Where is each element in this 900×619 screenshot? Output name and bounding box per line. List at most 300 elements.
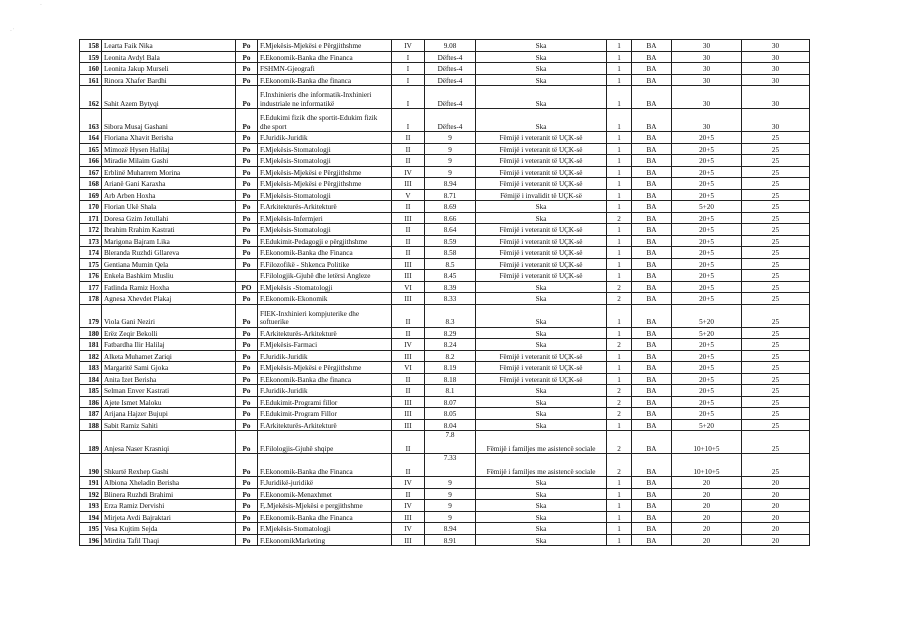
faculty-program-cell: F.Ekonomik-Menaxhmet (258, 488, 392, 500)
faculty-program-cell: F.Ekonomik-Banka dhe financa (258, 373, 392, 385)
group-number-cell: 1 (607, 477, 632, 489)
grade-average-cell: 8.19 (425, 362, 476, 374)
grade-average-cell: 8.29 (425, 327, 476, 339)
category-cell: Fëmijë i veteranit të UÇK-së (476, 350, 607, 362)
grade-average-cell: 8.94 (425, 523, 476, 535)
study-year-cell: II (392, 385, 425, 397)
student-name-cell: Learta Faik Nika (102, 40, 236, 52)
student-name-cell: Leonita Jakup Murseli (102, 63, 236, 75)
points-breakdown-cell: 30 (672, 40, 742, 52)
table-row (80, 247, 810, 259)
grade-average-cell: Dëftes-4 (425, 51, 476, 63)
category-cell: Ska (476, 523, 607, 535)
row-number-cell: 193 (80, 500, 102, 512)
status-po-cell: Po (236, 454, 258, 477)
study-year-cell: III (392, 178, 425, 190)
results-table (79, 39, 810, 546)
category-cell: Ska (476, 396, 607, 408)
level-cell: BA (632, 500, 672, 512)
status-po-cell: Po (236, 143, 258, 155)
study-year-cell: IV (392, 40, 425, 52)
category-cell: Fëmijë i veteranit të UÇK-së (476, 166, 607, 178)
faculty-program-cell: F.Filologjis-Gjuhë shqipe (258, 431, 392, 454)
student-name-cell: Erza Ramiz Dervishi (102, 500, 236, 512)
group-number-cell: 1 (607, 270, 632, 282)
faculty-program-cell: F.Ekonomik-Ekonomik (258, 293, 392, 305)
level-cell: BA (632, 166, 672, 178)
table-row (80, 408, 810, 420)
points-breakdown-cell: 20 (672, 477, 742, 489)
row-number-cell: 194 (80, 511, 102, 523)
grade-average-cell: 8.04 (425, 419, 476, 431)
points-total-cell: 20 (742, 511, 810, 523)
faculty-program-cell: F.EkonomikMarketing (258, 534, 392, 546)
status-po-cell: Po (236, 419, 258, 431)
row-number-cell: 166 (80, 155, 102, 167)
points-total-cell: 25 (742, 339, 810, 351)
study-year-cell: II (392, 132, 425, 144)
study-year-cell: VI (392, 362, 425, 374)
grade-average-cell: Dëftes-4 (425, 86, 476, 109)
level-cell: BA (632, 454, 672, 477)
points-breakdown-cell: 20+5 (672, 132, 742, 144)
study-year-cell: I (392, 74, 425, 86)
group-number-cell: 1 (607, 327, 632, 339)
grade-average-cell: 8.18 (425, 373, 476, 385)
grade-average-cell: 8.45 (425, 270, 476, 282)
study-year-cell: IV (392, 339, 425, 351)
level-cell: BA (632, 304, 672, 327)
points-total-cell: 30 (742, 51, 810, 63)
category-cell: Ska (476, 511, 607, 523)
points-total-cell: 25 (742, 281, 810, 293)
points-total-cell: 25 (742, 189, 810, 201)
points-breakdown-cell: 20+5 (672, 235, 742, 247)
level-cell: BA (632, 189, 672, 201)
category-cell: Fëmijë i veteranit të UÇK-së (476, 270, 607, 282)
category-cell: Fëmijë i veteranit të UÇK-së (476, 143, 607, 155)
points-total-cell: 25 (742, 155, 810, 167)
student-name-cell: Anita Izet Berisha (102, 373, 236, 385)
faculty-program-cell: F.Ekonomik-Banka dhe Financa (258, 247, 392, 259)
student-name-cell: Mirdita Tafil Thaqi (102, 534, 236, 546)
category-cell: Ska (476, 385, 607, 397)
student-name-cell: Sahit Azem Bytyqi (102, 86, 236, 109)
row-number-cell: 188 (80, 419, 102, 431)
grade-average-cell: 9.08 (425, 40, 476, 52)
study-year-cell: I (392, 109, 425, 132)
row-number-cell: 162 (80, 86, 102, 109)
group-number-cell: 1 (607, 189, 632, 201)
row-number-cell: 176 (80, 270, 102, 282)
table-row (80, 304, 810, 327)
level-cell: BA (632, 143, 672, 155)
row-number-cell: 159 (80, 51, 102, 63)
student-name-cell: Vesa Kujtim Sejda (102, 523, 236, 535)
level-cell: BA (632, 293, 672, 305)
points-breakdown-cell: 5+20 (672, 327, 742, 339)
level-cell: BA (632, 270, 672, 282)
grade-average-cell: 8.3 (425, 304, 476, 327)
grade-average-cell: Dëftes-4 (425, 109, 476, 132)
group-number-cell: 1 (607, 362, 632, 374)
faculty-program-cell: F.Filologjik-Gjuhë dhe letërsi Angleze (258, 270, 392, 282)
points-total-cell: 25 (742, 201, 810, 213)
row-number-cell: 177 (80, 281, 102, 293)
status-po-cell: Po (236, 109, 258, 132)
category-cell: Ska (476, 74, 607, 86)
points-total-cell: 30 (742, 109, 810, 132)
row-number-cell: 168 (80, 178, 102, 190)
points-breakdown-cell: 30 (672, 51, 742, 63)
group-number-cell: 1 (607, 247, 632, 259)
category-cell: Fëmijë i veteranit të UÇK-së (476, 224, 607, 236)
group-number-cell: 2 (607, 339, 632, 351)
status-po-cell: Po (236, 132, 258, 144)
category-cell: Fëmijë i veteranit të UÇK-së (476, 258, 607, 270)
category-cell: Ska (476, 40, 607, 52)
points-total-cell: 25 (742, 454, 810, 477)
study-year-cell: II (392, 454, 425, 477)
faculty-program-cell: F.Edukimit-Pedagogji e përgjithshme (258, 235, 392, 247)
level-cell: BA (632, 281, 672, 293)
row-number-cell: 158 (80, 40, 102, 52)
points-total-cell: 25 (742, 178, 810, 190)
points-breakdown-cell: 20 (672, 523, 742, 535)
faculty-program-cell: F.Arkitekturës-Arkitekturë (258, 201, 392, 213)
table-row (80, 454, 810, 477)
level-cell: BA (632, 431, 672, 454)
status-po-cell: Po (236, 86, 258, 109)
level-cell: BA (632, 63, 672, 75)
category-cell: Fëmijë i veteranit të UÇK-së (476, 235, 607, 247)
row-number-cell: 195 (80, 523, 102, 535)
level-cell: BA (632, 155, 672, 167)
student-name-cell: Erëz Zeqir Bekolli (102, 327, 236, 339)
group-number-cell: 2 (607, 396, 632, 408)
category-cell: Ska (476, 51, 607, 63)
group-number-cell: 1 (607, 178, 632, 190)
table-row (80, 373, 810, 385)
study-year-cell: III (392, 212, 425, 224)
table-row (80, 74, 810, 86)
level-cell: BA (632, 534, 672, 546)
points-total-cell: 25 (742, 373, 810, 385)
status-po-cell: Po (236, 155, 258, 167)
faculty-program-cell: F.Mjekësis-Stomatologji (258, 523, 392, 535)
points-total-cell: 20 (742, 477, 810, 489)
student-name-cell: Rinora Xhafer Bardhi (102, 74, 236, 86)
category-cell: Ska (476, 281, 607, 293)
points-total-cell: 25 (742, 419, 810, 431)
level-cell: BA (632, 258, 672, 270)
status-po-cell: Po (236, 212, 258, 224)
student-name-cell: Gentiana Mumin Qela (102, 258, 236, 270)
table-row (80, 166, 810, 178)
group-number-cell: 1 (607, 109, 632, 132)
faculty-program-cell: F.Filozofikë - Shkenca Politike (258, 258, 392, 270)
points-breakdown-cell: 20 (672, 488, 742, 500)
faculty-program-cell: F.Arkitekturës-Arkitekturë (258, 327, 392, 339)
group-number-cell: 1 (607, 166, 632, 178)
row-number-cell: 167 (80, 166, 102, 178)
study-year-cell: III (392, 534, 425, 546)
points-breakdown-cell: 30 (672, 63, 742, 75)
points-breakdown-cell: 20+5 (672, 373, 742, 385)
student-name-cell: Anjesa Naser Krasniqi (102, 431, 236, 454)
points-total-cell: 25 (742, 143, 810, 155)
study-year-cell: IV (392, 166, 425, 178)
row-number-cell: 163 (80, 109, 102, 132)
status-po-cell: Po (236, 385, 258, 397)
points-breakdown-cell: 20 (672, 500, 742, 512)
scan-speck: ·˙ (10, 28, 15, 35)
group-number-cell: 1 (607, 500, 632, 512)
category-cell: Fëmijë i veteranit të UÇK-së (476, 247, 607, 259)
student-name-cell: Florian Ukë Shala (102, 201, 236, 213)
table-row (80, 500, 810, 512)
grade-average-cell: 8.39 (425, 281, 476, 293)
category-cell: Fëmijë i veteranit të UÇK-së (476, 155, 607, 167)
category-cell: Fëmijë i veteranit të UÇK-së (476, 178, 607, 190)
level-cell: BA (632, 327, 672, 339)
level-cell: BA (632, 109, 672, 132)
table-row (80, 189, 810, 201)
table-row (80, 51, 810, 63)
faculty-program-cell: F.Juridik-Juridik (258, 350, 392, 362)
study-year-cell: II (392, 143, 425, 155)
category-cell: Ska (476, 293, 607, 305)
category-cell: Ska (476, 201, 607, 213)
grade-average-cell: Dëftes-4 (425, 63, 476, 75)
points-breakdown-cell: 20+5 (672, 224, 742, 236)
level-cell: BA (632, 511, 672, 523)
table-row (80, 362, 810, 374)
faculty-program-cell: F.Ekonomik-Banka dhe Financa (258, 51, 392, 63)
category-cell: Ska (476, 477, 607, 489)
points-total-cell: 25 (742, 408, 810, 420)
student-name-cell: Arianë Gani Karaxha (102, 178, 236, 190)
group-number-cell: 1 (607, 488, 632, 500)
points-breakdown-cell: 20+5 (672, 350, 742, 362)
row-number-cell: 160 (80, 63, 102, 75)
status-po-cell: Po (236, 258, 258, 270)
grade-average-cell: 9 (425, 500, 476, 512)
group-number-cell: 1 (607, 201, 632, 213)
study-year-cell: II (392, 224, 425, 236)
points-breakdown-cell: 10+10+5 (672, 454, 742, 477)
grade-average-cell: 9 (425, 477, 476, 489)
faculty-program-cell: F.Arkitekturës-Arkitekturë (258, 419, 392, 431)
group-number-cell: 1 (607, 235, 632, 247)
grade-average-cell: 8.64 (425, 224, 476, 236)
student-name-cell: Viola Gani Neziri (102, 304, 236, 327)
grade-average-cell: Dëftes-4 (425, 74, 476, 86)
study-year-cell: IV (392, 477, 425, 489)
table-row (80, 132, 810, 144)
faculty-program-cell: F.Mjekësis-Stomatologji (258, 143, 392, 155)
table-row (80, 511, 810, 523)
faculty-program-cell: F.Ekonomik-Banka dhe Financa (258, 511, 392, 523)
points-breakdown-cell: 30 (672, 86, 742, 109)
study-year-cell: III (392, 396, 425, 408)
grade-average-cell: 8.71 (425, 189, 476, 201)
student-name-cell: Alketa Muhamet Zariqi (102, 350, 236, 362)
level-cell: BA (632, 247, 672, 259)
faculty-program-cell: F,.Mjekësis-Mjekësi e pergjithshme (258, 500, 392, 512)
level-cell: BA (632, 373, 672, 385)
study-year-cell: II (392, 488, 425, 500)
status-po-cell: Po (236, 350, 258, 362)
row-number-cell: 170 (80, 201, 102, 213)
table-row (80, 63, 810, 75)
group-number-cell: 1 (607, 224, 632, 236)
category-cell: Ska (476, 488, 607, 500)
points-total-cell: 25 (742, 304, 810, 327)
group-number-cell: 2 (607, 431, 632, 454)
faculty-program-cell: F.Mjekësis-Mjekësi e Përgjithshme (258, 178, 392, 190)
row-number-cell: 161 (80, 74, 102, 86)
study-year-cell: III (392, 258, 425, 270)
group-number-cell: 1 (607, 523, 632, 535)
status-po-cell: Po (236, 431, 258, 454)
points-breakdown-cell: 20+5 (672, 281, 742, 293)
student-name-cell: Blinera Ruzhdi Brahimi (102, 488, 236, 500)
level-cell: BA (632, 74, 672, 86)
points-total-cell: 30 (742, 86, 810, 109)
category-cell: Ska (476, 63, 607, 75)
row-number-cell: 169 (80, 189, 102, 201)
grade-average-cell: 9 (425, 132, 476, 144)
faculty-program-cell: F.Edukimit-Programi fillor (258, 396, 392, 408)
grade-average-cell: 8.59 (425, 235, 476, 247)
category-cell: Fëmijë i familjes me asistencë sociale (476, 454, 607, 477)
grade-average-cell: 8.66 (425, 212, 476, 224)
table-row (80, 534, 810, 546)
faculty-program-cell: F.Juridikë-juridikë (258, 477, 392, 489)
faculty-program-cell: F.Edukimit-Program Fillor (258, 408, 392, 420)
study-year-cell: II (392, 247, 425, 259)
points-total-cell: 25 (742, 224, 810, 236)
points-breakdown-cell: 20+5 (672, 408, 742, 420)
level-cell: BA (632, 201, 672, 213)
row-number-cell: 172 (80, 224, 102, 236)
scan-speck: · (40, 2, 42, 9)
status-po-cell: Po (236, 189, 258, 201)
status-po-cell: Po (236, 201, 258, 213)
group-number-cell: 1 (607, 63, 632, 75)
student-name-cell: Ajete Ismet Maloku (102, 396, 236, 408)
level-cell: BA (632, 51, 672, 63)
table-row (80, 293, 810, 305)
level-cell: BA (632, 477, 672, 489)
status-po-cell: Po (236, 477, 258, 489)
level-cell: BA (632, 178, 672, 190)
row-number-cell: 180 (80, 327, 102, 339)
study-year-cell: III (392, 270, 425, 282)
category-cell: Fëmijë i veteranit të UÇK-së (476, 362, 607, 374)
group-number-cell: 1 (607, 419, 632, 431)
table-row (80, 235, 810, 247)
faculty-program-cell: F.Mjekësis -Stomatologji (258, 281, 392, 293)
faculty-program-cell: F.Mjekësis-Stomatologji (258, 189, 392, 201)
row-number-cell: 196 (80, 534, 102, 546)
points-total-cell: 25 (742, 235, 810, 247)
table-row (80, 477, 810, 489)
points-total-cell: 30 (742, 74, 810, 86)
status-po-cell: Po (236, 523, 258, 535)
row-number-cell: 179 (80, 304, 102, 327)
row-number-cell: 173 (80, 235, 102, 247)
group-number-cell: 1 (607, 155, 632, 167)
faculty-program-cell: F.Mjekësis-Infermjeri (258, 212, 392, 224)
status-po-cell: Po (236, 63, 258, 75)
category-cell: Ska (476, 109, 607, 132)
status-po-cell (236, 270, 258, 282)
grade-average-cell: 8.91 (425, 534, 476, 546)
grade-average-cell: 8.33 (425, 293, 476, 305)
group-number-cell: 1 (607, 40, 632, 52)
grade-average-cell: 8.94 (425, 178, 476, 190)
faculty-program-cell: F.Mjekësis-Mjekësi e Përgjithshme (258, 166, 392, 178)
table-row (80, 350, 810, 362)
category-cell: Fëmijë i veteranit të UÇK-së (476, 132, 607, 144)
table-row (80, 224, 810, 236)
status-po-cell: Po (236, 362, 258, 374)
faculty-program-cell: F.Mjekësis-Farmaci (258, 339, 392, 351)
level-cell: BA (632, 235, 672, 247)
status-po-cell: Po (236, 304, 258, 327)
group-number-cell: 1 (607, 258, 632, 270)
points-total-cell: 25 (742, 247, 810, 259)
category-cell: Fëmijë i invalidit të UÇK-së (476, 189, 607, 201)
student-name-cell: Doresa Gzim Jetullahi (102, 212, 236, 224)
student-name-cell: Marigona Bajram Lika (102, 235, 236, 247)
points-total-cell: 25 (742, 132, 810, 144)
points-breakdown-cell: 20+5 (672, 339, 742, 351)
grade-average-cell: 9 (425, 166, 476, 178)
group-number-cell: 2 (607, 212, 632, 224)
student-name-cell: Erblinë Muharrem Morina (102, 166, 236, 178)
student-name-cell: Sabit Ramiz Sahiti (102, 419, 236, 431)
level-cell: BA (632, 132, 672, 144)
student-name-cell: Ibrahim Rrahim Kastrati (102, 224, 236, 236)
level-cell: BA (632, 224, 672, 236)
faculty-program-cell: F.Juridik-Juridik (258, 385, 392, 397)
points-total-cell: 20 (742, 488, 810, 500)
student-name-cell: Sibora Musaj Gashani (102, 109, 236, 132)
student-name-cell: Arijana Hajzer Bujupi (102, 408, 236, 420)
points-total-cell: 30 (742, 40, 810, 52)
points-breakdown-cell: 20+5 (672, 247, 742, 259)
study-year-cell: V (392, 189, 425, 201)
grade-average-cell: 8.5 (425, 258, 476, 270)
faculty-program-cell: FIEK-Inxhinieri kompjuterike dhe softuerike (258, 304, 392, 327)
table-row (80, 109, 810, 132)
faculty-program-cell: F.Edukimi fizik dhe sportit-Edukim fizik dhe sport (258, 109, 392, 132)
grade-average-cell: 8.1 (425, 385, 476, 397)
points-breakdown-cell: 20+5 (672, 155, 742, 167)
table-row (80, 419, 810, 431)
points-breakdown-cell: 20+5 (672, 396, 742, 408)
status-po-cell: Po (236, 488, 258, 500)
status-po-cell: Po (236, 224, 258, 236)
grade-average-cell: 9 (425, 488, 476, 500)
student-name-cell: Selman Enver Kastrati (102, 385, 236, 397)
student-name-cell: Fatlinda Ramiz Hoxha (102, 281, 236, 293)
group-number-cell: 1 (607, 534, 632, 546)
status-po-cell: Po (236, 178, 258, 190)
